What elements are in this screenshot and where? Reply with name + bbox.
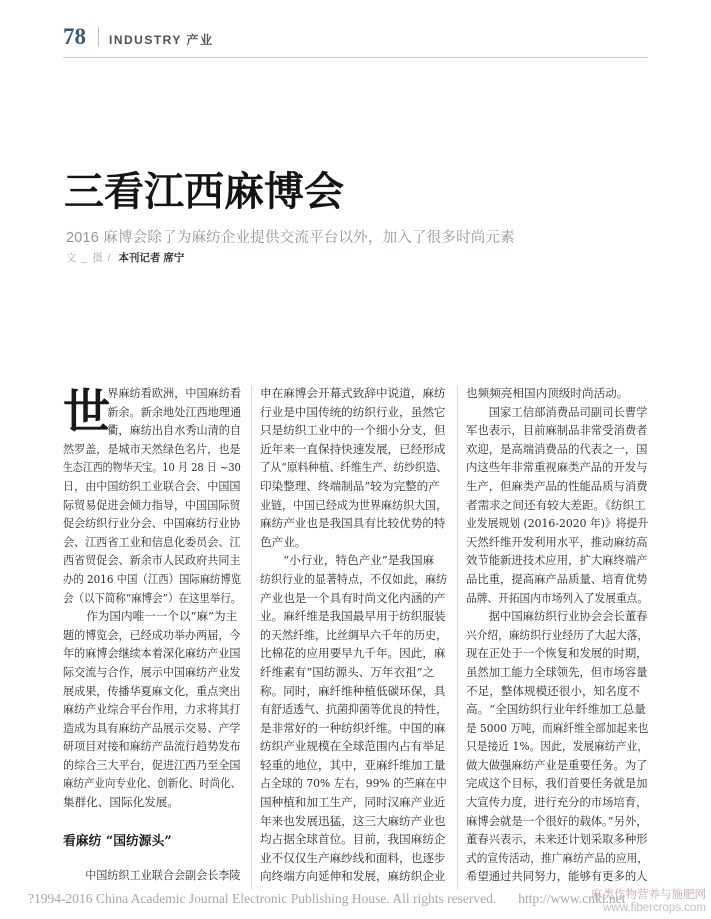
text-line: 均占据全球首位。目前，我国麻纺企 [260, 832, 446, 847]
text-column-1 [63, 384, 241, 885]
text-column-3 [466, 384, 648, 886]
text-line: 新余。新余地处江西地理通 [107, 404, 242, 419]
text-line: 是非常好的一种纺织纤维。中国的麻 [260, 720, 446, 735]
page-number: 78 [63, 24, 86, 49]
cnki-url: http://www.cnki.net [518, 891, 626, 906]
text-line: 色产业。 [260, 534, 307, 549]
text-line: 业发展规划 (2016-2020 年)》将提升 [466, 516, 649, 531]
text-line: 近年来一直保持快速发展，已经形成 [260, 441, 446, 456]
text-line: 大宣传力度，进行充分的市场培育， [466, 795, 648, 810]
text-line: 印染整理、终端制品”较为完整的产 [260, 478, 440, 493]
text-line: 会（以下简称“麻博会”）在这里举行。 [63, 590, 242, 605]
column-divider [251, 385, 252, 890]
text-line: 品牌、开拓国内市场列入了发展重点。 [466, 590, 649, 605]
text-line: 纺织产业规模在全球范围内占有举足 [260, 739, 446, 754]
byline-prefix: 文 _ 摄 / [66, 252, 112, 264]
text-line: 国家工信部消费品司副司长曹学 [466, 404, 648, 419]
watermark-site-name: 麻类作物营养与施肥网 [591, 889, 706, 901]
text-line: 西省贸促会、新余市人民政府共同主 [63, 553, 241, 568]
text-line: 研项目对接和麻纺产品流行趋势发布 [63, 739, 241, 754]
text-line: 业不仅仅生产麻纱线和面料，也逐步 [260, 850, 446, 865]
text-line: 中国纺织工业联合会副会长李陵 [63, 868, 241, 883]
text-line: 行业是中国传统的纺织行业，虽然它 [260, 404, 446, 419]
text-line: 只是纺织工业中的一个细小分支，但 [260, 423, 446, 438]
article-byline [66, 250, 184, 265]
text-line: 也频频亮相国内顶级时尚活动。 [466, 386, 629, 400]
text-line: 只是接近 1%。因此，发展麻纺产业， [466, 739, 648, 754]
text-line: 完成这个目标，我们首要任务就是加 [466, 776, 648, 791]
text-line: 界麻纺看欧洲，中国麻纺看 [107, 386, 242, 400]
text-line: 纺织行业的显著特点，不仅如此，麻纺 [260, 571, 448, 586]
column-2-lines [260, 384, 447, 886]
text-line: 据中国麻纺织行业协会会长董春 [466, 609, 648, 624]
copyright-footer [28, 891, 688, 907]
text-line: 年的麻博会继续本着深化麻纺产业国 [63, 646, 241, 661]
text-line: 集群化、国际化发展。 [63, 795, 179, 810]
text-line: 兴介绍，麻纺织行业经历了大起大落， [466, 627, 649, 642]
text-line: 是 5000 万吨，而麻纤维全部加起来也 [466, 720, 649, 735]
text-line: 麻纺产业也是我国具有比较优势的特 [260, 516, 446, 531]
text-line: 者需求之间还有较大差距。《纺织工 [466, 497, 646, 512]
text-line: 了从“原料种植、纤维生产、纺纱织造、 [260, 460, 448, 475]
section-title: INDUSTRY 产业 [109, 32, 214, 47]
text-line: 品比重，提高麻产品质量、培育优势 [466, 571, 648, 586]
text-line: 年来也发展迅猛，这三大麻纺产业也 [260, 813, 446, 828]
column-3-lines [466, 384, 648, 886]
text-line: 轻重的地位，其中，亚麻纤维加工量 [260, 757, 446, 772]
text-line: 不足，整体规模还很小，知名度不 [466, 683, 640, 698]
header-divider [98, 27, 99, 47]
text-line: 申在麻博会开幕式致辞中说道，麻纺 [260, 386, 446, 400]
text-line: 军也表示，目前麻制品非常受消费者 [466, 423, 648, 438]
column-1-lines [63, 384, 241, 812]
text-line: 做大做强麻纺产业是重要任务。为了 [466, 757, 648, 772]
text-line: 虽然加工能力全球领先，但市场容量 [466, 664, 648, 679]
text-line: 衢，麻纺出自水秀山清的自 [107, 423, 242, 438]
column-divider [457, 385, 458, 890]
drop-cap: 世 [63, 385, 110, 440]
text-line: 生产，但麻类产品的性能品质与消费 [466, 478, 648, 493]
section-subhead: 看麻纺 “国纺源头” [63, 833, 172, 849]
byline-author: 本刊记者 席宁 [118, 252, 185, 264]
text-line: 际贸易促进会倾力指导，中国国际贸 [63, 497, 241, 512]
text-line: 董春兴表示，未来还计划采取多种形 [466, 832, 648, 847]
text-line: 会、江西省工业和信息化委员会、江 [63, 534, 241, 549]
text-line: 然罗盖，是城市天然绿色名片，也是 [63, 441, 241, 456]
text-line: 天然纤维开发利用水平，推动麻纺高 [466, 534, 648, 549]
text-line: 题的博览会，已经成功举办两届，今 [63, 627, 241, 642]
article-title: 三看江西麻博会 [64, 168, 344, 215]
text-line: 的天然纤维，比丝绸早六千年的历史， [260, 627, 448, 642]
text-line: 麻纺产业向专业化、创新化、时尚化、 [63, 776, 242, 791]
text-line: 麻纺产业综合平台作用，力求将其打 [63, 702, 241, 717]
text-line: 现在正处于一个恢复和发展的时期， [466, 646, 648, 661]
text-line: 有舒适透气、抗菌抑菌等优良的特性， [260, 702, 448, 717]
text-column-2 [260, 384, 447, 886]
text-line: 占全球的 70% 左右，99% 的苎麻在中 [260, 776, 447, 791]
text-line: 的综合三大平台，促进江西乃至全国 [63, 757, 241, 772]
header-rule [63, 57, 648, 58]
text-line: 国种植和加工生产，同时汉麻产业近 [260, 795, 446, 810]
text-line: 麻博会就是一个很好的载体。”另外， [466, 813, 648, 828]
column-1-tail-lines [63, 866, 241, 885]
article-subtitle: 2016 麻博会除了为麻纺企业提供交流平台以外，加入了很多时尚元素 [66, 230, 515, 246]
text-line: 称。同时，麻纤维种植低碳环保，具 [260, 683, 446, 698]
text-line: 效节能新进技术应用，扩大麻终端产 [466, 553, 648, 568]
site-watermark [591, 889, 706, 915]
text-line: 日，由中国纺织工业联合会、中国国 [63, 478, 241, 493]
copyright-text: ?1994-2016 China Academic Journal Electronic Publishing House. All rights reserved. [28, 891, 497, 906]
text-line: 向终端方向延伸和发展，麻纺织企业 [260, 869, 446, 884]
text-line: “小行业，特色产业”是我国麻 [260, 553, 435, 568]
text-line: 式的宣传活动，推广麻纺产品的应用， [466, 850, 649, 865]
text-line: 希望通过共同努力，能够有更多的人 [466, 869, 648, 884]
text-line: 展成果，传播华夏麻文化，重点突出 [63, 683, 241, 698]
text-line: 促会纺织行业分会、中国麻纺行业协 [63, 516, 241, 531]
text-line: 业链，中国已经成为世界麻纺织大国， [260, 497, 448, 512]
text-line: 造成为具有麻纺产品展示交易、产学 [63, 720, 241, 735]
watermark-site-url: www.fibercrops.com [603, 902, 706, 914]
text-line: 高。“全国纺织行业年纤维加工总量 [466, 702, 646, 717]
text-line: 欢迎，是高端消费品的代表之一，国 [466, 441, 648, 456]
text-line: 作为国内唯一一个以“麻”为主 [63, 609, 238, 624]
text-line: 比棉花的应用要早九千年。因此，麻 [260, 646, 446, 661]
text-line: 际交流与合作，展示中国麻纺产业发 [63, 664, 241, 679]
text-line: 生态江西的物华天宝。10 月 28 日 ~30 [63, 460, 241, 475]
page-header [63, 24, 648, 50]
text-line: 产业也是一个具有时尚文化内涵的产 [260, 590, 446, 605]
text-line: 纤维素有“国纺源头、万年衣祖”之 [260, 664, 435, 679]
text-line: 办的 2016 中国（江西）国际麻纺博览 [63, 571, 242, 586]
text-line: 内这些年非常重视麻类产品的开发与 [466, 460, 648, 475]
text-line: 业。麻纤维是我国最早用于纺织服装 [260, 609, 446, 624]
